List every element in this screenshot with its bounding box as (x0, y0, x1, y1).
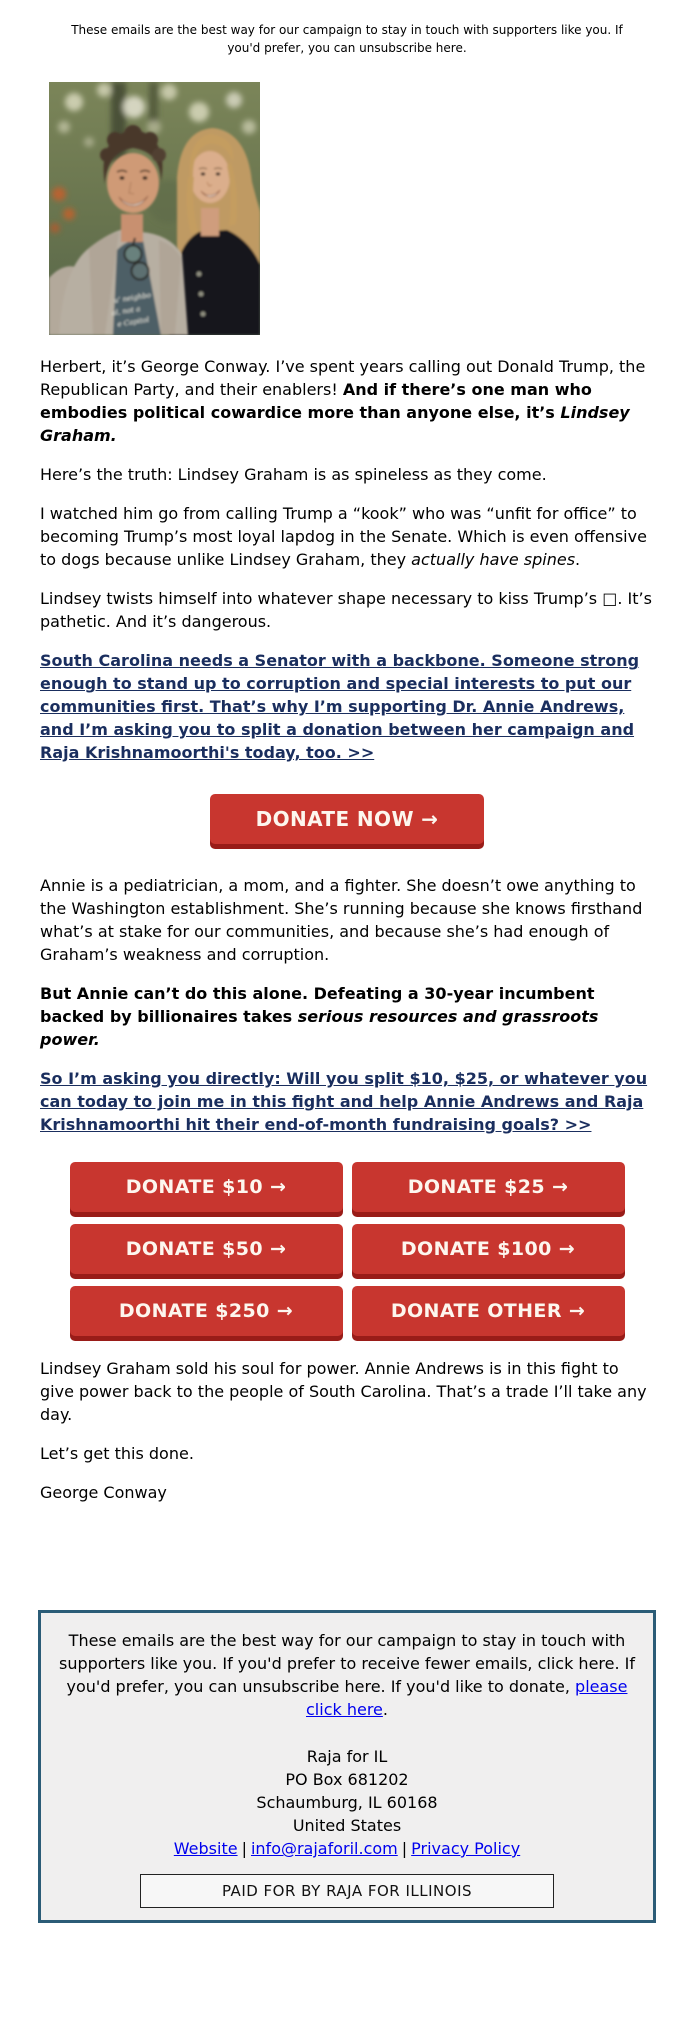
letter-content (38, 355, 656, 1504)
body-paragraph-intro (40, 355, 652, 447)
shirt-text-line-3: e Capitol (116, 315, 150, 329)
intro-bold-text: And if there’s one man who embodies political cowardice more than anyone else, it’s (40, 380, 592, 422)
split-donation-link-2[interactable]: So I’m asking you directly: Will you split $10, $25, or whatever you can today to join me in this fight and help Annie Andrews and Raja Krishnamoorthi hit their end-of-month fundraising goals? >> (40, 1069, 648, 1134)
please-click-here-link[interactable]: please click here (306, 1677, 628, 1719)
donate-250-button[interactable]: DONATE $250 → (70, 1286, 343, 1336)
footer-links-row (57, 1837, 637, 1860)
footer-po-box: PO Box 681202 (285, 1770, 409, 1789)
alone-bold-text: But Annie can’t do this alone. Defeating a 30-year incumbent backed by billionaires takes (40, 984, 595, 1026)
email-link[interactable]: info@rajaforil.com (250, 1839, 398, 1858)
spines-italic: actually have spines (411, 550, 576, 569)
resources-emphasis: serious resources and grassroots power. (40, 1007, 599, 1049)
footer-notice-text: These emails are the best way for our campaign to stay in touch with supporters like you. If you'd prefer to receive fewer emails, click here. If you'd prefer, you can unsubscribe here. If you'd like to donate, (58, 1631, 636, 1696)
photo-illustration (49, 82, 260, 335)
link-separator: | (241, 1839, 247, 1858)
footer-address-block (57, 1745, 637, 1860)
body-paragraph-annie: Annie is a pediatrician, a mom, and a fighter. She doesn’t owe anything to the Washington establishment. She’s running because she knows firsthand what’s at stake for our communities, and because she’s had enough of Graham’s weakness and corruption. (40, 876, 643, 964)
lindsey-graham-emphasis: Lindsey Graham. (40, 403, 630, 445)
paid-for-disclaimer: PAID FOR BY RAJA FOR ILLINOIS (140, 1874, 554, 1908)
donate-other-button[interactable]: DONATE OTHER → (352, 1286, 625, 1336)
shirt-text-line-2: al, not a (111, 304, 141, 318)
donate-50-button[interactable]: DONATE $50 → (70, 1224, 343, 1274)
body-paragraph-get-it-done: Let’s get this done. (40, 1444, 194, 1463)
donate-now-row (38, 794, 656, 844)
footer-org-name: Raja for IL (306, 1747, 388, 1766)
kook-text: I watched him go from calling Trump a “kook” who was “unfit for office” to becoming Trump’s most loyal lapdog in the Senate. Which is even offensive to dogs because unlike Lindsey Graham, they (40, 504, 647, 569)
shirt-text-line-1: u’ neighbo (113, 291, 152, 305)
link-separator: | (401, 1839, 408, 1858)
kook-text-end: . (575, 550, 581, 569)
privacy-policy-link[interactable]: Privacy Policy (411, 1839, 521, 1858)
email-body (38, 0, 656, 1923)
donate-10-button[interactable]: DONATE $10 → (70, 1162, 343, 1212)
body-paragraph-kook (40, 502, 652, 571)
signature: George Conway (40, 1483, 167, 1502)
intro-text: Herbert, it’s George Conway. I’ve spent years calling out Donald Trump, the Republican Party, and their enablers! (40, 357, 646, 399)
donate-amount-grid (38, 1162, 656, 1336)
footer-country: United States (292, 1816, 402, 1835)
donate-100-button[interactable]: DONATE $100 → (352, 1224, 625, 1274)
donate-now-button[interactable]: DONATE NOW → (210, 794, 484, 844)
footer-notice-period: . (382, 1700, 388, 1719)
body-paragraph-truth: Here’s the truth: Lindsey Graham is as spineless as they come. (40, 465, 547, 484)
body-paragraph-alone (40, 982, 652, 1051)
photo-george-conway-and-annie-andrews (49, 82, 260, 335)
body-paragraph-twists: Lindsey twists himself into whatever shape necessary to kiss Trump’s □. It’s pathetic. And it’s dangerous. (40, 589, 652, 631)
website-link[interactable]: Website (173, 1839, 238, 1858)
preheader-text: These emails are the best way for our campaign to stay in touch with supporters like you. If you'd prefer, you can unsubscribe here. (71, 23, 623, 55)
split-donation-link-1[interactable]: South Carolina needs a Senator with a backbone. Someone strong enough to stand up to corruption and special interests to put our communities first. That’s why I’m supporting Dr. Annie Andrews, and I’m asking you to split a donation between her campaign and Raja Krishnamoorthi's today, too. >> (40, 651, 640, 762)
donate-25-button[interactable]: DONATE $25 → (352, 1162, 625, 1212)
footer-notice (57, 1629, 637, 1721)
footer-disclaimer-box (38, 1610, 656, 1923)
body-paragraph-sold-soul: Lindsey Graham sold his soul for power. Annie Andrews is in this fight to give power back to the people of South Carolina. That’s a trade I’ll take any day. (40, 1359, 647, 1424)
footer-city-state-zip: Schaumburg, IL 60168 (256, 1793, 438, 1812)
